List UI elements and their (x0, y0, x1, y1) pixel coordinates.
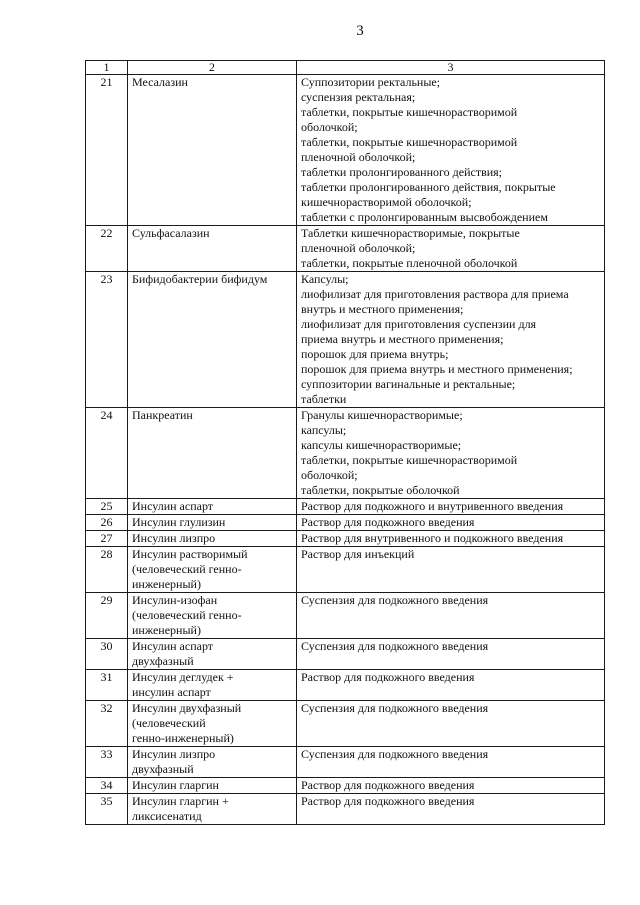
drug-name-cell (128, 499, 297, 515)
dosage-form-line: Капсулы; (301, 272, 349, 286)
dosage-form-line: Раствор для внутривенного и подкожного введения (301, 531, 564, 545)
table-row (86, 515, 605, 531)
dosage-form-line: таблетки, покрытые кишечнорастворимой (301, 453, 518, 467)
table-body (86, 75, 605, 825)
drug-name-line: Сульфасалазин (132, 226, 210, 240)
dosage-forms-cell (297, 778, 605, 794)
drug-name-line: Бифидобактерии бифидум (132, 272, 268, 286)
dosage-form-line: порошок для приема внутрь; (301, 347, 449, 361)
dosage-forms-cell (297, 226, 605, 272)
drug-name-line: Инсулин-изофан (132, 593, 218, 607)
drug-name-cell (128, 531, 297, 547)
column-header-forms: 3 (297, 61, 605, 75)
drug-name-line: Месалазин (132, 75, 188, 89)
dosage-form-line: капсулы кишечнорастворимые; (301, 438, 462, 452)
dosage-form-line: таблетки, покрытые оболочкой (301, 483, 460, 497)
dosage-form-line: таблетки с пролонгированным высвобождением (301, 210, 548, 224)
dosage-forms-cell (297, 701, 605, 747)
row-number: 30 (86, 639, 128, 670)
dosage-form-line: пленочной оболочкой; (301, 241, 416, 255)
dosage-form-line: пленочной оболочкой; (301, 150, 416, 164)
dosage-form-line: Суспензия для подкожного введения (301, 701, 489, 715)
dosage-forms-cell (297, 593, 605, 639)
dosage-form-line: таблетки, покрытые пленочной оболочкой (301, 256, 518, 270)
drug-name-cell (128, 408, 297, 499)
row-number: 31 (86, 670, 128, 701)
row-number: 24 (86, 408, 128, 499)
table-row (86, 778, 605, 794)
drug-name-line: Инсулин гларгин (132, 778, 219, 792)
drug-name-cell (128, 226, 297, 272)
table-row (86, 747, 605, 778)
dosage-forms-cell (297, 408, 605, 499)
drug-name-line: (человеческий генно- (132, 562, 242, 576)
drug-name-line: инженерный) (132, 623, 201, 637)
dosage-form-line: внутрь и местного применения; (301, 302, 464, 316)
drug-name-cell (128, 747, 297, 778)
row-number: 23 (86, 272, 128, 408)
dosage-form-line: Гранулы кишечнорастворимые; (301, 408, 463, 422)
table-row (86, 531, 605, 547)
dosage-form-line: Таблетки кишечнорастворимые, покрытые (301, 226, 520, 240)
dosage-form-line: капсулы; (301, 423, 347, 437)
drug-name-cell (128, 670, 297, 701)
dosage-forms-cell (297, 531, 605, 547)
row-number: 32 (86, 701, 128, 747)
row-number: 29 (86, 593, 128, 639)
table-row (86, 547, 605, 593)
drug-name-cell (128, 272, 297, 408)
dosage-forms-cell (297, 670, 605, 701)
drug-name-cell (128, 593, 297, 639)
column-header-number: 1 (86, 61, 128, 75)
dosage-form-line: Раствор для подкожного введения (301, 670, 475, 684)
dosage-forms-cell (297, 515, 605, 531)
dosage-form-line: лиофилизат для приготовления суспензии для (301, 317, 537, 331)
dosage-forms-cell (297, 75, 605, 226)
drug-name-line: Инсулин аспарт (132, 639, 214, 653)
drug-name-cell (128, 515, 297, 531)
dosage-form-line: таблетки пролонгированного действия; (301, 165, 503, 179)
page-number: 3 (356, 23, 364, 39)
table-row (86, 593, 605, 639)
dosage-form-line: кишечнорастворимой оболочкой; (301, 195, 472, 209)
dosage-form-line: Раствор для подкожного введения (301, 515, 475, 529)
row-number: 22 (86, 226, 128, 272)
dosage-form-line: оболочкой; (301, 120, 358, 134)
dosage-form-line: таблетки, покрытые кишечнорастворимой (301, 135, 518, 149)
row-number: 33 (86, 747, 128, 778)
row-number: 25 (86, 499, 128, 515)
table-row (86, 272, 605, 408)
drug-name-line: Инсулин деглудек + (132, 670, 234, 684)
drug-name-line: (человеческий генно- (132, 608, 242, 622)
dosage-form-line: таблетки пролонгированного действия, покрытые (301, 180, 556, 194)
table-row (86, 794, 605, 825)
dosage-form-line: таблетки, покрытые кишечнорастворимой (301, 105, 518, 119)
dosage-forms-cell (297, 747, 605, 778)
row-number: 27 (86, 531, 128, 547)
dosage-forms-cell (297, 794, 605, 825)
drug-name-cell (128, 778, 297, 794)
drug-name-line: (человеческий (132, 716, 206, 730)
table-row (86, 639, 605, 670)
dosage-forms-cell (297, 639, 605, 670)
table-row (86, 670, 605, 701)
drug-name-cell (128, 794, 297, 825)
table-row (86, 499, 605, 515)
drug-name-line: Инсулин глулизин (132, 515, 226, 529)
dosage-form-line: Суспензия для подкожного введения (301, 747, 489, 761)
header-row (86, 61, 605, 75)
dosage-form-line: Суспензия для подкожного введения (301, 639, 489, 653)
drug-table (85, 60, 605, 825)
drug-name-cell (128, 639, 297, 670)
table-row (86, 701, 605, 747)
table-row (86, 408, 605, 499)
drug-name-line: Инсулин лизпро (132, 531, 216, 545)
drug-name-cell (128, 701, 297, 747)
dosage-form-line: таблетки (301, 392, 347, 406)
drug-name-line: Инсулин лизпро (132, 747, 216, 761)
dosage-form-line: Раствор для подкожного введения (301, 778, 475, 792)
drug-name-line: инсулин аспарт (132, 685, 211, 699)
dosage-form-line: Суспензия для подкожного введения (301, 593, 489, 607)
dosage-forms-cell (297, 499, 605, 515)
drug-name-line: инженерный) (132, 577, 201, 591)
row-number: 26 (86, 515, 128, 531)
table-row (86, 226, 605, 272)
dosage-form-line: Раствор для подкожного введения (301, 794, 475, 808)
dosage-form-line: порошок для приема внутрь и местного применения; (301, 362, 573, 376)
drug-name-line: генно-инженерный) (132, 731, 234, 745)
row-number: 35 (86, 794, 128, 825)
drug-name-line: ликсисенатид (132, 809, 202, 823)
drug-name-line: Панкреатин (132, 408, 193, 422)
dosage-forms-cell (297, 547, 605, 593)
table-row (86, 75, 605, 226)
dosage-forms-cell (297, 272, 605, 408)
drug-name-line: двухфазный (132, 762, 194, 776)
dosage-form-line: оболочкой; (301, 468, 358, 482)
row-number: 28 (86, 547, 128, 593)
dosage-form-line: приема внутрь и местного применения; (301, 332, 504, 346)
drug-name-line: Инсулин двухфазный (132, 701, 242, 715)
row-number: 34 (86, 778, 128, 794)
drug-name-line: Инсулин аспарт (132, 499, 214, 513)
column-header-name: 2 (128, 61, 297, 75)
dosage-form-line: лиофилизат для приготовления раствора для приема (301, 287, 569, 301)
dosage-form-line: Раствор для инъекций (301, 547, 415, 561)
dosage-form-line: Суппозитории ректальные; (301, 75, 441, 89)
dosage-form-line: суспензия ректальная; (301, 90, 416, 104)
dosage-form-line: суппозитории вагинальные и ректальные; (301, 377, 516, 391)
drug-name-line: двухфазный (132, 654, 194, 668)
drug-name-cell (128, 75, 297, 226)
dosage-form-line: Раствор для подкожного и внутривенного введения (301, 499, 564, 513)
drug-name-line: Инсулин гларгин + (132, 794, 229, 808)
drug-name-line: Инсулин растворимый (132, 547, 248, 561)
drug-name-cell (128, 547, 297, 593)
row-number: 21 (86, 75, 128, 226)
